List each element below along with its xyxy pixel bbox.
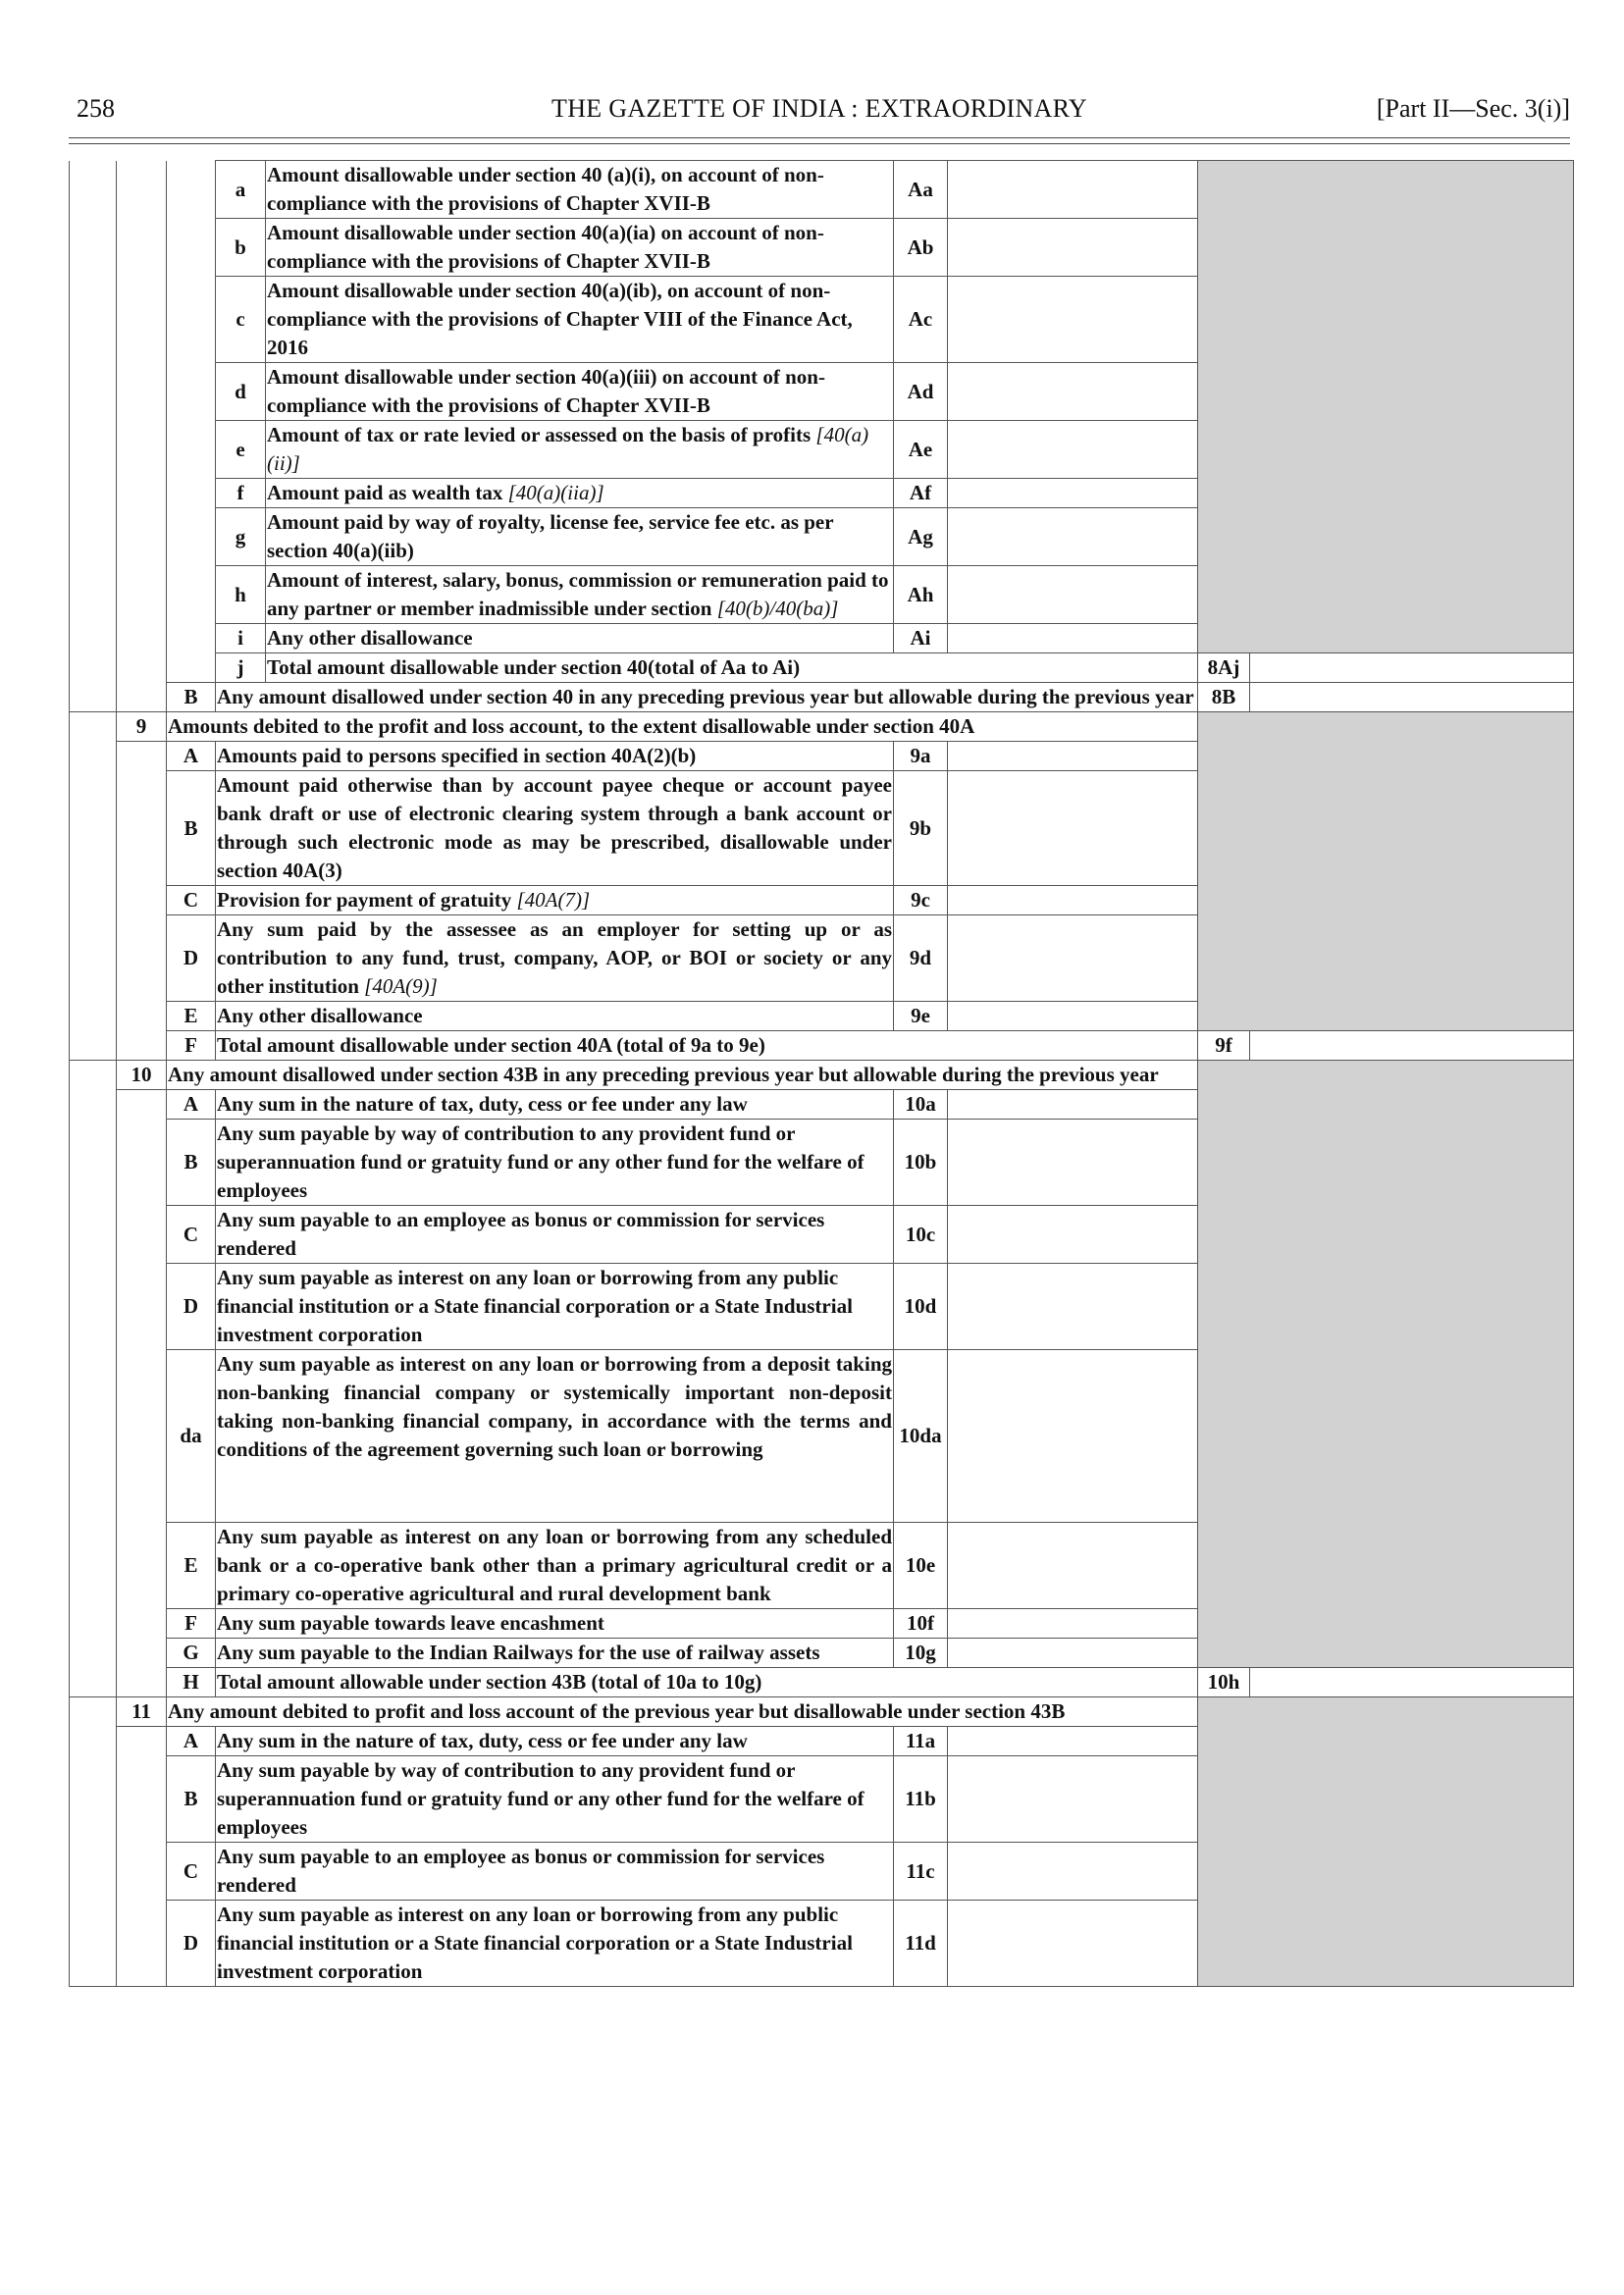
amount-field-10a[interactable] (948, 1090, 1198, 1120)
item-description: Any sum payable as interest on any loan or borrowing from a deposit taking non-banking financial company or systemically important non-deposit taking non-banking financial company, in accordance with the terms and conditions of the agreement governing such loan or borrowing (216, 1350, 894, 1523)
item-code: 10f (894, 1609, 948, 1639)
item-letter: c (216, 277, 266, 363)
item-letter: A (167, 742, 216, 771)
item-description: Any sum payable to the Indian Railways for the use of railway assets (216, 1639, 894, 1668)
row-8B (70, 683, 1574, 712)
item-description: Any sum payable as interest on any loan or borrowing from any scheduled bank or a co-operative bank other than a primary agricultural credit or a primary co-operative agricultural and rural development bank (216, 1523, 894, 1609)
blank-cell (70, 1668, 117, 1697)
item-letter: b (216, 219, 266, 277)
amount-field-9c[interactable] (948, 886, 1198, 915)
blank-cell (167, 161, 216, 219)
row-9-title (70, 712, 1574, 742)
item-code: 10d (894, 1264, 948, 1350)
shaded-area (1198, 1061, 1574, 1668)
item-description (216, 915, 894, 1002)
blank-cell (117, 161, 167, 219)
row-10h-total (70, 1668, 1574, 1697)
blank-cell (117, 479, 167, 508)
blank-cell (70, 1727, 117, 1756)
item-code: Af (894, 479, 948, 508)
blank-cell (117, 421, 167, 479)
amount-field-Ad[interactable] (948, 363, 1198, 421)
blank-cell (117, 1523, 167, 1609)
blank-cell (167, 653, 216, 683)
amount-field-10b[interactable] (948, 1120, 1198, 1206)
amount-field-8B[interactable] (1250, 683, 1574, 712)
item-letter: A (167, 1090, 216, 1120)
item-letter: f (216, 479, 266, 508)
section-reference: [40(a)(ii)] (267, 423, 869, 475)
amount-field-9a[interactable] (948, 742, 1198, 771)
item-code: 10c (894, 1206, 948, 1264)
blank-cell (167, 508, 216, 566)
blank-cell (70, 1609, 117, 1639)
blank-cell (70, 277, 117, 363)
blank-cell (117, 1756, 167, 1843)
item-code: 10e (894, 1523, 948, 1609)
blank-cell (70, 1350, 117, 1523)
item-letter: B (167, 683, 216, 712)
section-title: Amounts debited to the profit and loss account, to the extent disallowable under section 40A (167, 712, 1198, 742)
item-letter: F (167, 1609, 216, 1639)
item-letter: D (167, 1264, 216, 1350)
item-description: Any other disallowance (216, 1002, 894, 1031)
section-number: 11 (117, 1697, 167, 1727)
blank-cell (70, 219, 117, 277)
item-description: Any sum in the nature of tax, duty, cess or fee under any law (216, 1727, 894, 1756)
blank-cell (70, 1061, 117, 1090)
item-description: Any amount disallowed under section 40 in any preceding previous year but allowable during the previous year (216, 683, 1198, 712)
item-letter: i (216, 624, 266, 653)
item-letter: h (216, 566, 266, 624)
amount-field-10d[interactable] (948, 1264, 1198, 1350)
item-code: 10da (894, 1350, 948, 1523)
amount-field-10da[interactable] (948, 1350, 1198, 1523)
section-number: 9 (117, 712, 167, 742)
row-9f-total (70, 1031, 1574, 1061)
item-letter: E (167, 1523, 216, 1609)
section-reference: [40(a)(iia)] (507, 481, 604, 504)
blank-cell (117, 1031, 167, 1061)
blank-cell (117, 363, 167, 421)
amount-field-9f[interactable] (1250, 1031, 1574, 1061)
blank-cell (167, 479, 216, 508)
item-letter: C (167, 886, 216, 915)
header-rule (69, 137, 1570, 138)
blank-cell (70, 566, 117, 624)
item-letter: D (167, 915, 216, 1002)
amount-field-Ab[interactable] (948, 219, 1198, 277)
item-description: Amount disallowable under section 40(a)(iii) on account of non-compliance with the provisions of Chapter XVII-B (266, 363, 894, 421)
blank-cell (117, 1120, 167, 1206)
blank-cell (70, 1206, 117, 1264)
amount-field-Ag[interactable] (948, 508, 1198, 566)
item-text: Any sum paid by the assessee as an employer for setting up or as contribution to any fund, trust, company, AOP, or BOI or society or any other institution (217, 917, 892, 998)
blank-cell (70, 1697, 117, 1727)
total-code: 9f (1198, 1031, 1250, 1061)
blank-cell (70, 771, 117, 886)
item-code: 9a (894, 742, 948, 771)
item-letter: F (167, 1031, 216, 1061)
item-code: Ab (894, 219, 948, 277)
item-description: Any sum payable by way of contribution to any provident fund or superannuation fund or gratuity fund or any other fund for the welfare of employees (216, 1756, 894, 1843)
blank-cell (70, 1843, 117, 1901)
blank-cell (117, 624, 167, 653)
blank-cell (70, 1264, 117, 1350)
item-description: Amount disallowable under section 40 (a)(i), on account of non-compliance with the provisions of Chapter XVII-B (266, 161, 894, 219)
blank-cell (117, 1843, 167, 1901)
blank-cell (70, 683, 117, 712)
item-code: 10a (894, 1090, 948, 1120)
amount-field-11d[interactable] (948, 1901, 1198, 1987)
blank-cell (70, 1090, 117, 1120)
blank-cell (70, 915, 117, 1002)
amount-field-10f[interactable] (948, 1609, 1198, 1639)
item-text: Amount of tax or rate levied or assessed on the basis of profits (267, 423, 812, 446)
item-letter: D (167, 1901, 216, 1987)
item-code: Ai (894, 624, 948, 653)
item-code: Ae (894, 421, 948, 479)
item-description (266, 421, 894, 479)
item-description: Any sum payable to an employee as bonus or commission for services rendered (216, 1206, 894, 1264)
item-description: Any sum payable towards leave encashment (216, 1609, 894, 1639)
item-description: Amount disallowable under section 40(a)(ib), on account of non-compliance with the provisions of Chapter VIII of the Finance Act, 2016 (266, 277, 894, 363)
item-letter: E (167, 1002, 216, 1031)
blank-cell (117, 653, 167, 683)
section-reference: [40A(7)] (516, 888, 591, 912)
item-description (266, 566, 894, 624)
item-description: Any sum payable as interest on any loan or borrowing from any public financial institution or a State financial corporation or a State Industrial investment corporation (216, 1901, 894, 1987)
amount-field-10h[interactable] (1250, 1668, 1574, 1697)
blank-cell (117, 1727, 167, 1756)
part-section: [Part II—Sec. 3(i)] (1376, 94, 1570, 123)
item-code: Ac (894, 277, 948, 363)
item-code: 9d (894, 915, 948, 1002)
amount-field-9b[interactable] (948, 771, 1198, 886)
item-description: Any sum payable to an employee as bonus or commission for services rendered (216, 1843, 894, 1901)
item-description: Amount paid by way of royalty, license fee, service fee etc. as per section 40(a)(iib) (266, 508, 894, 566)
amount-field-9d[interactable] (948, 915, 1198, 1002)
blank-cell (117, 566, 167, 624)
amount-field-11c[interactable] (948, 1843, 1198, 1901)
item-letter: a (216, 161, 266, 219)
item-description: Any sum payable by way of contribution to any provident fund or superannuation fund or gratuity fund or any other fund for the welfare of employees (216, 1120, 894, 1206)
amount-field-Af[interactable] (948, 479, 1198, 508)
blank-cell (117, 219, 167, 277)
item-letter: H (167, 1668, 216, 1697)
section-title: Any amount disallowed under section 43B in any preceding previous year but allowable during the previous year (167, 1061, 1198, 1090)
item-letter: B (167, 1756, 216, 1843)
section-reference: [40(b)/40(ba)] (716, 597, 839, 620)
amount-field-Aa[interactable] (948, 161, 1198, 219)
item-letter: C (167, 1206, 216, 1264)
blank-cell (70, 479, 117, 508)
total-code: 10h (1198, 1668, 1250, 1697)
item-text: Amount of interest, salary, bonus, commission or remuneration paid to any partner or member inadmissible under section (267, 568, 889, 620)
item-code: 8B (1198, 683, 1250, 712)
amount-field-Ac[interactable] (948, 277, 1198, 363)
blank-cell (70, 712, 117, 742)
item-text: Provision for payment of gratuity (217, 888, 512, 912)
blank-cell (70, 1639, 117, 1668)
item-code: 11a (894, 1727, 948, 1756)
form-table (69, 160, 1574, 1987)
blank-cell (70, 886, 117, 915)
blank-cell (167, 219, 216, 277)
item-code: Ad (894, 363, 948, 421)
item-letter: G (167, 1639, 216, 1668)
blank-cell (117, 1206, 167, 1264)
item-letter: e (216, 421, 266, 479)
blank-cell (70, 653, 117, 683)
shaded-area (1198, 1697, 1574, 1987)
item-letter: g (216, 508, 266, 566)
blank-cell (70, 742, 117, 771)
item-letter: da (167, 1350, 216, 1523)
blank-cell (167, 363, 216, 421)
section-title: Any amount debited to profit and loss account of the previous year but disallowable under section 43B (167, 1697, 1198, 1727)
blank-cell (117, 1002, 167, 1031)
section-number: 10 (117, 1061, 167, 1090)
item-code: 10g (894, 1639, 948, 1668)
item-code: 9e (894, 1002, 948, 1031)
item-code: Aa (894, 161, 948, 219)
blank-cell (117, 277, 167, 363)
blank-cell (117, 683, 167, 712)
blank-cell (70, 1901, 117, 1987)
blank-cell (70, 1002, 117, 1031)
item-description: Any other disallowance (266, 624, 894, 653)
form-table-container (69, 160, 1573, 1987)
item-letter: A (167, 1727, 216, 1756)
row-11-title (70, 1697, 1574, 1727)
section-reference: [40A(9)] (364, 974, 438, 998)
total-description: Total amount disallowable under section 40(total of Aa to Ai) (266, 653, 1198, 683)
amount-field-Ah[interactable] (948, 566, 1198, 624)
item-description: Any sum payable as interest on any loan or borrowing from any public financial institution or a State financial corporation or a State Industrial investment corporation (216, 1264, 894, 1350)
blank-cell (117, 1090, 167, 1120)
amount-field-10c[interactable] (948, 1206, 1198, 1264)
blank-cell (70, 1756, 117, 1843)
shaded-area (1198, 712, 1574, 1031)
blank-cell (70, 624, 117, 653)
blank-cell (117, 1264, 167, 1350)
item-code: Ag (894, 508, 948, 566)
item-description: Any sum in the nature of tax, duty, cess or fee under any law (216, 1090, 894, 1120)
total-description: Total amount allowable under section 43B (total of 10a to 10g) (216, 1668, 1198, 1697)
item-letter: j (216, 653, 266, 683)
blank-cell (70, 508, 117, 566)
item-code: 11c (894, 1843, 948, 1901)
item-code: 11d (894, 1901, 948, 1987)
amount-field-11a[interactable] (948, 1727, 1198, 1756)
amount-field-Ai[interactable] (948, 624, 1198, 653)
blank-cell (167, 421, 216, 479)
item-letter: B (167, 1120, 216, 1206)
item-letter: C (167, 1843, 216, 1901)
row-8a (70, 161, 1574, 219)
header-rule-secondary (69, 143, 1570, 144)
row-10-title (70, 1061, 1574, 1090)
blank-cell (70, 161, 117, 219)
blank-cell (167, 566, 216, 624)
blank-cell (117, 1609, 167, 1639)
amount-field-10g[interactable] (948, 1639, 1198, 1668)
blank-cell (117, 1350, 167, 1523)
item-description: Amount paid otherwise than by account payee cheque or account payee bank draft or use of electronic clearing system through a bank account or through such electronic mode as may be prescribed, disallowable under section 40A(3) (216, 771, 894, 886)
item-description (266, 479, 894, 508)
blank-cell (117, 1668, 167, 1697)
page-number: 258 (77, 94, 115, 123)
blank-cell (117, 886, 167, 915)
item-code: Ah (894, 566, 948, 624)
item-text: Amount paid as wealth tax (267, 481, 503, 504)
shaded-area (1198, 161, 1574, 653)
amount-field-11b[interactable] (948, 1756, 1198, 1843)
blank-cell (117, 508, 167, 566)
item-code: 9c (894, 886, 948, 915)
total-code: 8Aj (1198, 653, 1250, 683)
amount-field-Ae[interactable] (948, 421, 1198, 479)
blank-cell (70, 1120, 117, 1206)
row-8aj-total (70, 653, 1574, 683)
item-letter: B (167, 771, 216, 886)
gazette-title: THE GAZETTE OF INDIA : EXTRAORDINARY (551, 94, 1087, 123)
blank-cell (117, 915, 167, 1002)
blank-cell (70, 1031, 117, 1061)
item-description (216, 886, 894, 915)
blank-cell (70, 421, 117, 479)
amount-field-9e[interactable] (948, 1002, 1198, 1031)
blank-cell (117, 742, 167, 771)
amount-field-8Aj[interactable] (1250, 653, 1574, 683)
item-letter: d (216, 363, 266, 421)
total-description: Total amount disallowable under section 40A (total of 9a to 9e) (216, 1031, 1198, 1061)
blank-cell (117, 1639, 167, 1668)
blank-cell (70, 1523, 117, 1609)
item-code: 9b (894, 771, 948, 886)
item-description: Amount disallowable under section 40(a)(ia) on account of non-compliance with the provisions of Chapter XVII-B (266, 219, 894, 277)
blank-cell (70, 363, 117, 421)
item-code: 11b (894, 1756, 948, 1843)
item-description: Amounts paid to persons specified in section 40A(2)(b) (216, 742, 894, 771)
blank-cell (167, 624, 216, 653)
item-code: 10b (894, 1120, 948, 1206)
blank-cell (117, 771, 167, 886)
blank-cell (167, 277, 216, 363)
blank-cell (117, 1901, 167, 1987)
amount-field-10e[interactable] (948, 1523, 1198, 1609)
page-header (69, 94, 1570, 133)
